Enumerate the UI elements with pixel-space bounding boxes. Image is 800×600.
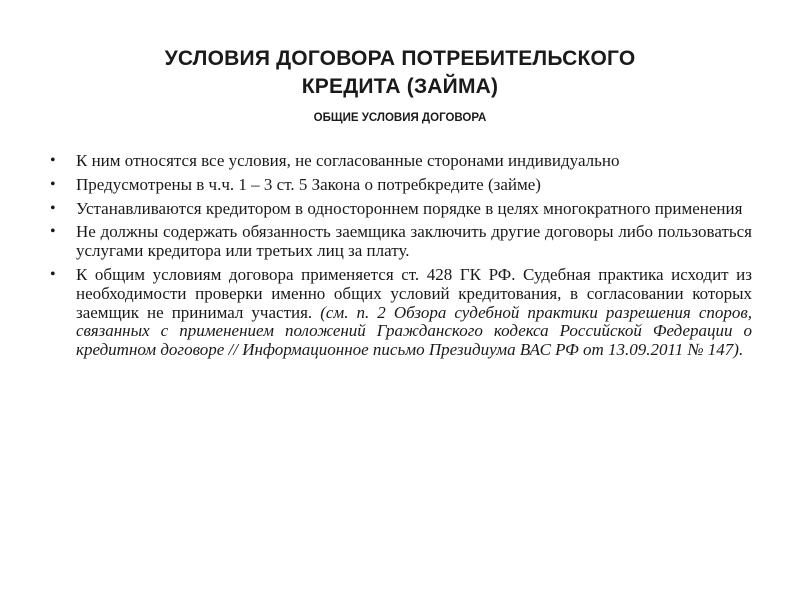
slide-title-line-2: КРЕДИТА (ЗАЙМА) (301, 75, 499, 98)
bullet-item-2 (48, 176, 752, 195)
bullet-dot-icon: • (50, 199, 56, 217)
bullet-text: Устанавливаются кредитором в одностороннем порядке в целях многократного применения (76, 198, 743, 218)
bullet-text: К общим условиям договора применяется ст. 428 ГК РФ. Судебная практика исходит из необходимости проверки именно общих условий кредитования, в согласовании которых заемщик не принимал участия. (76, 264, 752, 322)
bullet-text: Предусмотрены в ч.ч. 1 – 3 ст. 5 Закона о потребкредите (займе) (76, 174, 541, 194)
bullet-text: К ним относятся все условия, не согласованные сторонами индивидуально (76, 151, 620, 170)
slide-title-line-1: УСЛОВИЯ ДОГОВОРА ПОТРЕБИТЕЛЬСКОГО (164, 47, 636, 70)
slide-subtitle: ОБЩИЕ УСЛОВИЯ ДОГОВОРА (313, 112, 487, 124)
bullet-dot-icon: • (50, 265, 56, 283)
bullet-dot-icon: • (50, 175, 56, 193)
bullet-item-4 (48, 223, 752, 261)
bullet-text: Не должны содержать обязанность заемщика заключить другие договоры либо пользоваться услугами кредитора или третьих лиц за плату. (76, 222, 752, 261)
bullet-list (48, 152, 752, 365)
bullet-item-1 (48, 152, 752, 171)
bullet-item-3 (48, 200, 752, 219)
bullet-dot-icon: • (50, 152, 56, 169)
bullet-dot-icon: • (50, 223, 56, 241)
citation-text: (см. п. 2 Обзора судебной практики разрешения споров, связанных с применением положений Гражданского кодекса Российской Федерации о кредитном договоре // Информационное письмо Президиума ВАС РФ от 13.09.2011 № 147). (76, 302, 752, 360)
bullet-item-5 (48, 266, 752, 360)
slide-title (60, 45, 740, 101)
